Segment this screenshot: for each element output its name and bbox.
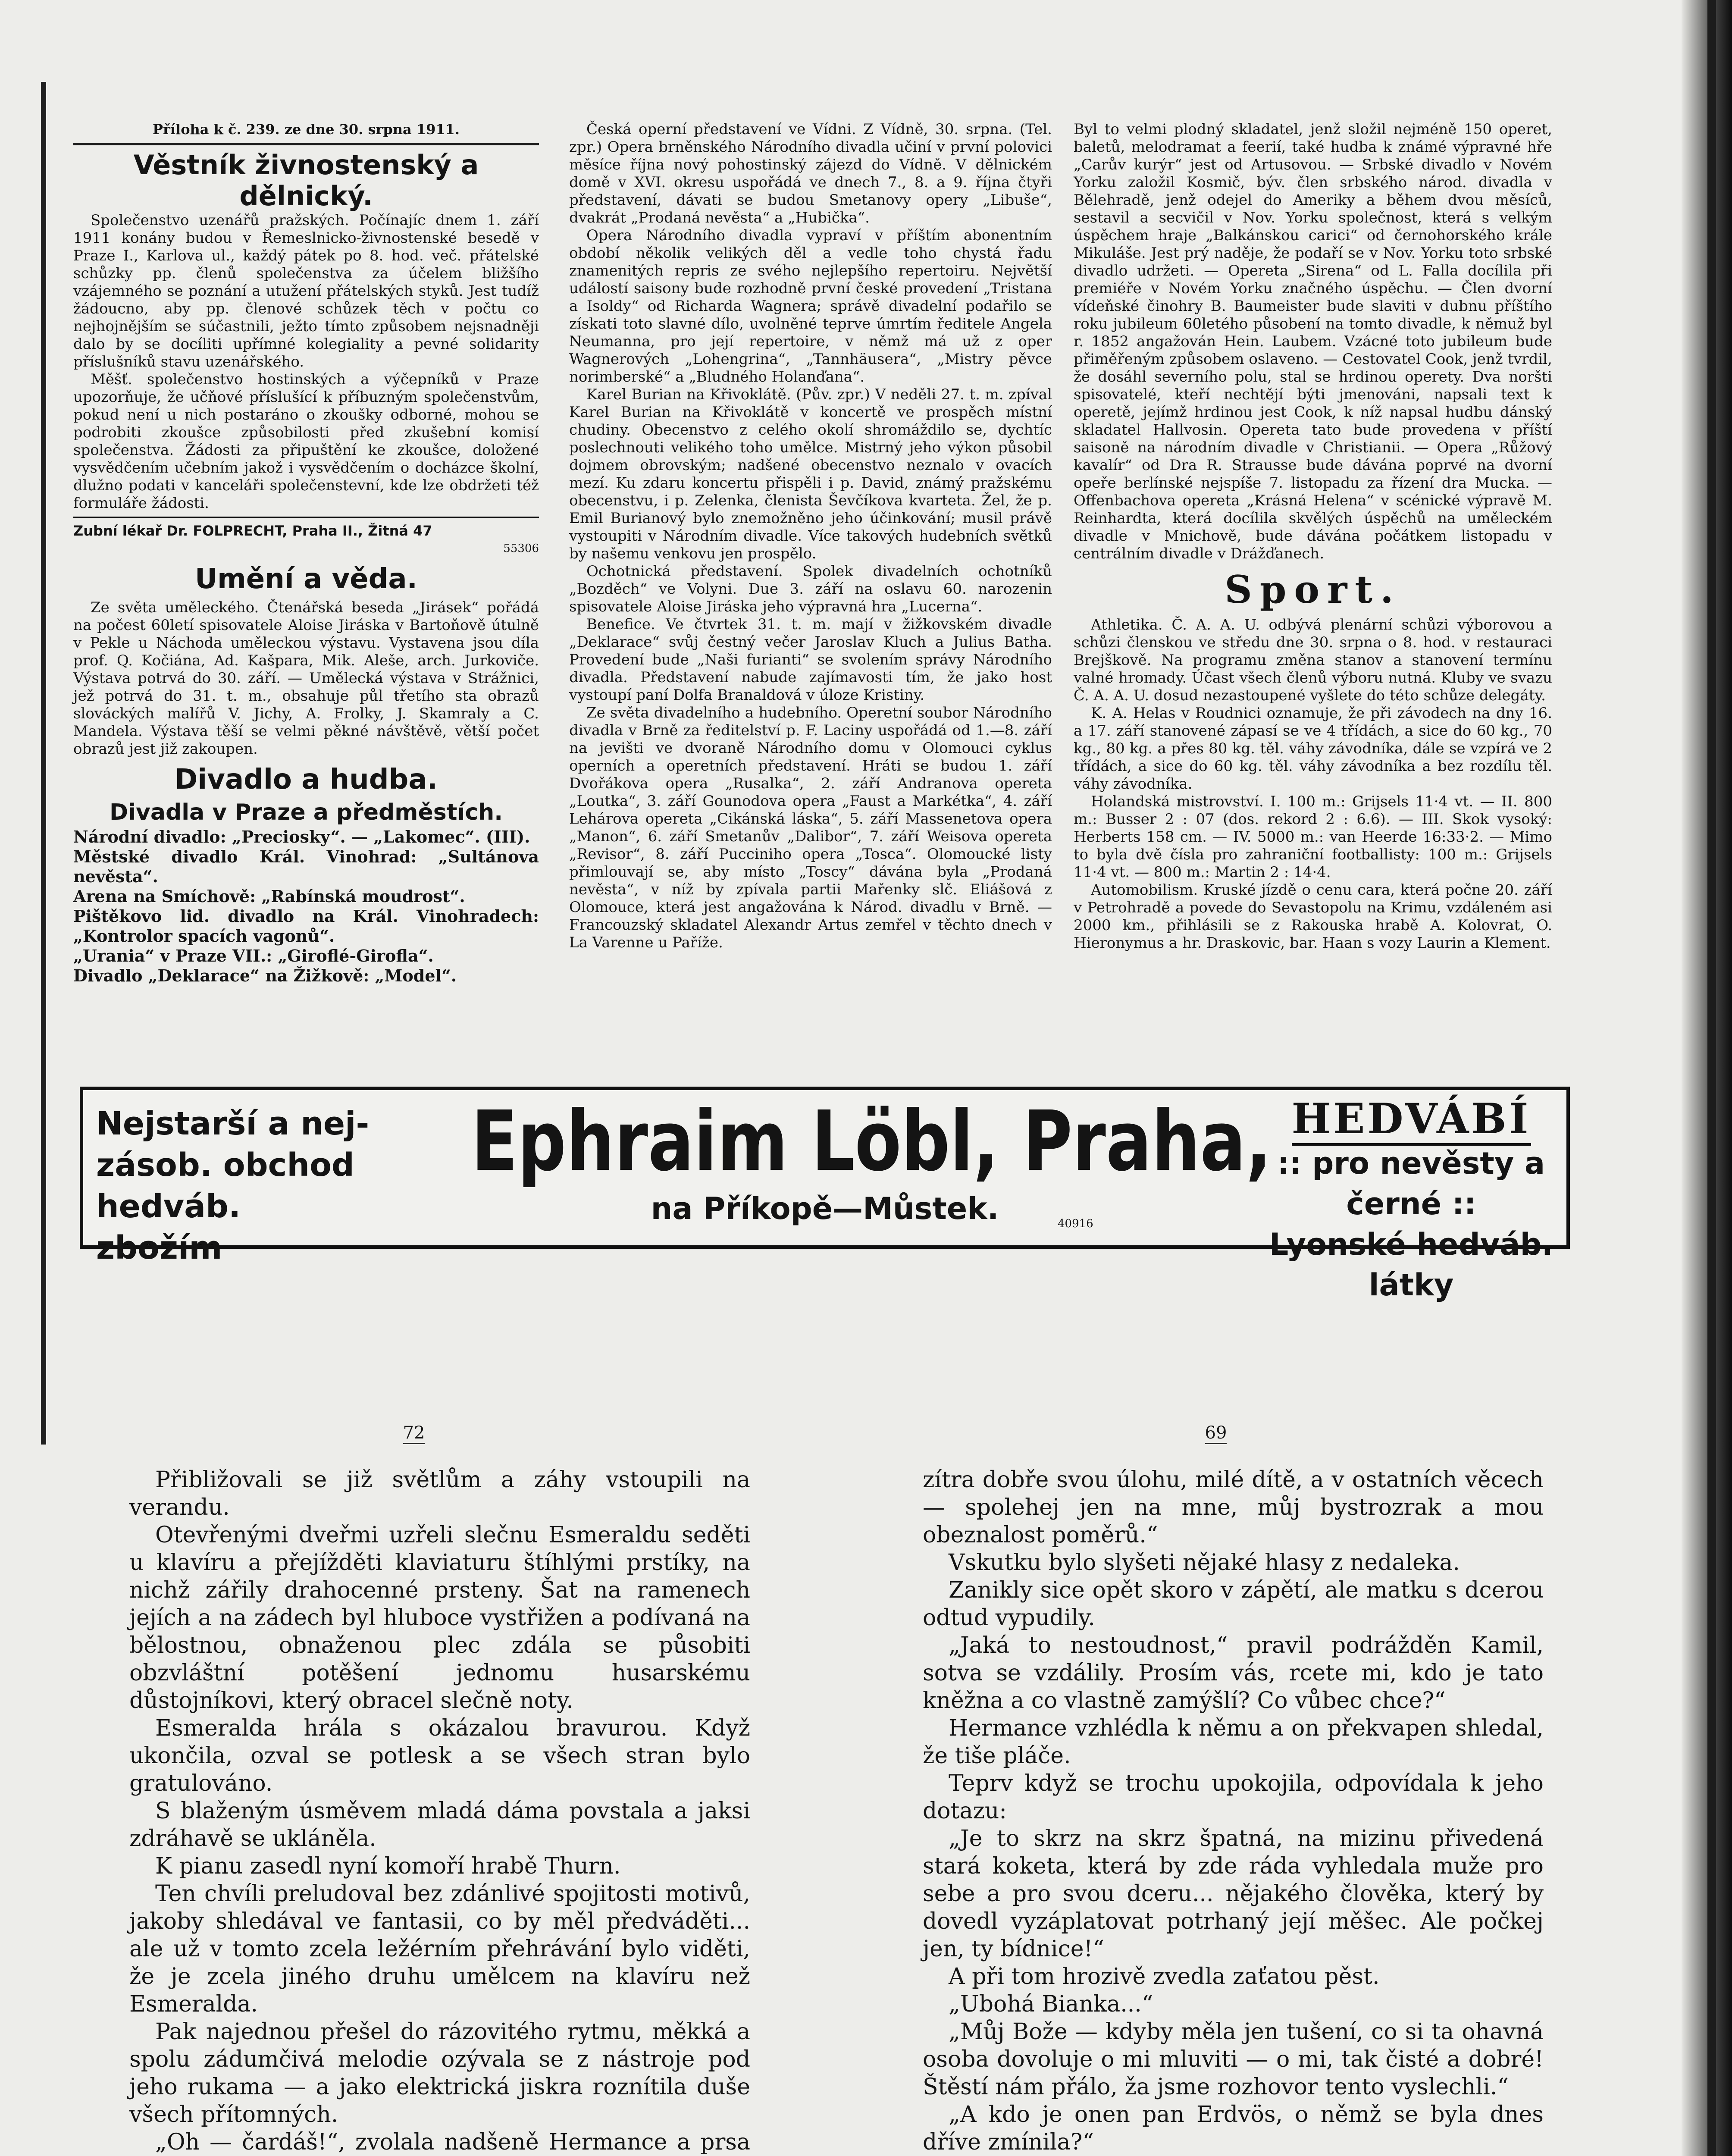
- article-divadelni-svet: Ze světa divadelního a hudebního. Operetní soubor Národního divadla v Brně za ředitelství p. F. Laciny uspořádá od 1.—8. září na jevišti ve dvoraně Národního domu v Olomouci cyklus operních a operetních představení. Hráti se budou 1. září Dvořákova opera „Rusalka“, 2. září Andranova opereta „Loutka“, 3. září Gounodova opera „Faust a Markétka“, 4. září Lehárova opereta „Cikánská láska“, 5. září Massenetova opera „Manon“, 6. září Smetanův „Dalibor“, 7. září Weisova opereta „Revisor“, 8. září Pucciniho opera „Tosca“. Olomoucké listy přimlouvají se, aby místo „Toscy“ dávána byla „Prodaná nevěsta“, v níž by zpívala partii Mařenky slč. Eliášová z Olomouce, která jest angažována k Národ. divadlu v Brně. — Francouzský skladatel Alexandr Artus zemřel v těchto dnech v La Varenne u Paříže.: [569, 704, 1052, 951]
- book-paragraph: „Je to skrz na skrz špatná, na mizinu přivedená stará koketa, která by zde ráda vyhledala muže pro sebe a pro svou dceru... nějakého člověka, který by dovedl vyzáplatovat potrhaný její měšec. Ale počkej jen, ty bídnice!“: [923, 1826, 1544, 1962]
- book-paragraph: Vskutku bylo slyšeti nějaké hlasy z nedaleka.: [949, 1550, 1460, 1576]
- article-burian: Karel Burian na Křivoklátě. (Pův. zpr.) V neděli 27. t. m. zpíval Karel Burian na Křivoklátě v koncertě ve prospěch místní chudiny. Obecenstvo z celého okolí shromáždilo se, dychtíc poslechnouti velikého toho umělce. Mistrný jeho výkon působil dojmem obrovským; nadšené obecenstvo neznalo v ovacích mezí. Ku zdaru koncertu přispěli i p. David, známý pražskému obecenstvu, i p. Zelenka, členista Ševčíkova kvarteta. Žel, že p. Emil Burianový bylo znemožněno jeho účinkování; musil právě vystoupiti v Národním divadle. Více takových hudebních světků by našemu venkovu jen prospělo.: [569, 386, 1052, 562]
- article-benefice: Benefice. Ve čtvrtek 31. t. m. mají v žižkovském divadle „Deklarace“ svůj čestný večer Jaroslav Kluch a Julius Batha. Provedení bude „Naši furianti“ se svolením správy Národního divadla. Představení nabude zajímavosti tím, že jako host vystoupí paní Dolfa Branaldová v úloze Kristiny.: [569, 616, 1052, 704]
- book-paragraph: „Můj Bože — kdyby měla jen tušení, co si ta ohavná osoba dovoluje o mi mluviti — o mi, tak čisté a dobré! Štěstí nám přálo, ža jsme rozhovor tento vyslechli.“: [923, 2019, 1544, 2100]
- book-paragraph: „Jaká to nestoudnost,“ pravil podrážděn Kamil, sotva se vzdálily. Prosím vás, rcete mi, kdo je tato kněžna a co vlastně zamýšlí? Co vůbec chce?“: [923, 1633, 1544, 1714]
- article-artus-cont: Byl to velmi plodný skladatel, jenž složil nejméně 150 operet, baletů, melodramat a feerií, také hudba k známé výpravné hře „Carův kurýr“ jest od Artusovou. — Srbské divadlo v Novém Yorku založil Kosmič, býv. člen srbského národ. divadla v Bělehradě, jenž odejel do Ameriky a během dvou měsíců, sestavil a secvičil v Nov. Yorku společnost, která s velkým úspěchem hraje „Balkánskou carici“ od černohorského krále Mikuláše. Jest prý naděje, že podaří se v Nov. Yorku toto srbské divadlo udržeti. — Opereta „Sirena“ od L. Falla docílila při premiéře v Novém Yorku značného úspěchu. — Člen dvorní vídeňské činohry B. Baumeister bude slaviti v dubnu příštího roku jubileum 60letého působení na tomto divadle, k němuž byl r. 1852 angažován Hein. Laubem. Vzácné toto jubileum bude přiměřeným způsobem oslaveno. — Cestovatel Cook, jenž tvrdil, že dosáhl severního polu, stal se hrdinou operety. Dva noršti spisovatelé, kteří nechtějí býti jmenováni, napsali text k operetě, jejímž hrdinou jest Cook, k níž napsal hudbu dánský skladatel Hallvosin. Opereta tato bude provedena v příští saisoně na národním divadle v Christianii. — Opera „Růžový kavalír“ od Dra R. Strausse bude dávána poprvé na dvorní opeře berlínské nejspíše 7. listopadu za řízení dra Mucka. — Offenbachova opereta „Krásná Helena“ v scénické výpravě M. Reinhardta, která docílila skvělých úspěchů na uměleckém divadle v Mnichově, bude dávána počátkem listopadu v centrálním divadle v Drážďanech.: [1074, 121, 1552, 562]
- article-ochotnici: Ochotnická představení. Spolek divadelních ochotníků „Bozděch“ ve Volyni. Due 3. září na oslavu 60. narozenin spisovatele Aloise Jiráska jeho výpravná hra „Lucerna“.: [569, 563, 1052, 615]
- book-paragraph: Pak najednou přešel do rázovitého rytmu, měkká a spolu zádumčivá melodie ozývala se z nástroje pod jeho rukama — a jako elektrická jiskra roznítila duše všech přítomných.: [129, 2019, 750, 2128]
- supplement-header: Příloha k č. 239. ze dne 30. srpna 1911.: [152, 121, 460, 138]
- article-athletika: Athletika. Č. A. A. U. odbývá plenární schůzi výborovou a schůzi členskou ve středu dne 30. srpna o 8. hod. v restauraci Brejškově. Na programu změna stanov a stanovení termínu valné hromady. Účast všech členů výboru nutná. Kluby ve svazu Č. A. A. U. dosud nezastoupené vyšlete do této schůze delegáty.: [1074, 616, 1552, 704]
- book-paragraph: S blaženým úsměvem mladá dáma povstala a jaksi zdráhavě se ukláněla.: [129, 1798, 750, 1852]
- dentist-ad-number: 55306: [503, 542, 539, 555]
- book-paragraph: Přibližovali se již světlům a záhy vstoupili na verandu.: [129, 1467, 750, 1520]
- ad-silk-title: HEDVÁBÍ: [1292, 1094, 1531, 1146]
- article-hostinsti: Měšť. společenstvo hostinských a výčepníků v Praze upozorňuje, že učňové příslušící k příbuzným společenstvům, pokud není u nich postaráno o zkoušky odborné, mohou se podrobiti zkoušce způsobilosti před zkušební komisí společenstva. Žádosti za připuštění ke zkoušce, doložené vysvědčením učebním jakož i vysvědčením o docházce školní, dlužno podati v kanceláři společenstevní, kde lze obdržeti též formuláře žádosti.: [73, 371, 539, 512]
- column-right: [1074, 121, 1552, 952]
- book-page-left: [129, 1466, 750, 2156]
- book-paragraph: „A kdo je onen pan Erdvös, o němž se byla dnes dříve zmínila?“: [923, 2102, 1544, 2155]
- ad-right-line: Lyonské hedváb. látky: [1269, 1227, 1553, 1303]
- ad-company-name: Ephraim Löbl, Praha,: [471, 1094, 1272, 1190]
- theatre-listing: Národní divadlo: „Preciosky“. — „Lakomec“. (III).: [73, 827, 530, 846]
- book-paragraph: Esmeralda hrála s okázalou bravurou. Když ukončila, ozval se potlesk a se všech stran bylo gratulováno.: [129, 1715, 750, 1796]
- column-left: [73, 121, 539, 986]
- book-paragraph: Otevřenými dveřmi uzřeli slečnu Esmeraldu seděti u klavíru a přejížděti klaviaturu štíhlými prstíky, na nichž zářily drahocenné prsteny. Šat na ramenech jejích a na zádech byl hluboce vystřižen a podívaná na bělostnou, obnaženou plec zdála se působiti obzvláštní potěšení jednomu husarskému důstojníkovi, který obracel slečně noty.: [129, 1522, 750, 1714]
- theatre-listing: Městské divadlo Král. Vinohrad: „Sultánova nevěsta“.: [73, 847, 539, 886]
- heading-vestnik: Věstník živnostenský a dělnický.: [133, 149, 479, 212]
- book-paragraph: Zanikly sice opět skoro v zápětí, ale matku s dcerou odtud vypudily.: [923, 1577, 1544, 1631]
- article-automobilism: Automobilism. Kruské jízdě o cenu cara, která počne 20. září v Petrohradě a povede do Sevastopolu na Krimu, vzdáleném asi 2000 km., přihlásili se z Rakouska hrabě A. Kolovrat, O. Hieronymus a hr. Draskovic, bar. Haan s vozy Laurin a Klement.: [1074, 881, 1552, 952]
- theatre-listing: Pištěkovo lid. divadlo na Král. Vinohradech: „Kontrolor spacích vagonů“.: [73, 906, 539, 946]
- book-paragraph: zítra dobře svou úlohu, milé dítě, a v ostatních věcech — spolehej jen na mne, můj bystrozrak a mou obeznalost poměrů.“: [923, 1467, 1544, 1548]
- ad-address: na Příkopě—Můstek.: [651, 1191, 999, 1226]
- book-paragraph: K pianu zasedl nyní komoří hrabě Thurn.: [155, 1853, 621, 1879]
- ad-left-line: hedváb. zbožím: [96, 1188, 241, 1266]
- header-rule: [73, 143, 539, 145]
- book-page-right: [923, 1466, 1544, 2156]
- article-ceska-opera-viden: Česká operní představení ve Vídni. Z Vídně, 30. srpna. (Tel. zpr.) Opera brněnského Národního divadla učiní v první polovici měsíce října nový pohostinský zájezd do Vídně. V dělnickém domě v XVI. okresu uspořádá ve dnech 7., 8. a 9. října čtyři představení, dávati se budou Smetanovy opery „Libuše“, dvakrát „Prodaná nevěsta“ a „Hubička“.: [569, 121, 1052, 226]
- article-ze-sveta-umeleckeho: Ze světa uměleckého. Čtenářská beseda „Jirásek“ pořádá na počest 60letí spisovatele Aloise Jiráska v Bartoňově útulně v Pekle u Náchoda uměleckou výstavu. Vystavena jsou díla prof. Q. Kočiána, Ad. Kašpara, Mik. Aleše, arch. Jurkoviče. Výstava potrvá do 30. září. — Umělecká výstava v Strážnici, jež potrvá do 31. t. m., obsahuje půl třetího sta obrazů slováckých malířů V. Jichy, A. Frolky, J. Skamraly a C. Mandela. Výstava těší se velmi pěkné návštěvě, větší počet obrazů jest již zakoupen.: [73, 599, 539, 758]
- book-paragraph: A při tom hrozivě zvedla zaťatou pěst.: [949, 1964, 1380, 1990]
- page-frame-left: [41, 82, 46, 1445]
- book-paragraph: Ten chvíli preludoval bez zdánlivé spojitosti motivů, jakoby shledával ve fantasii, co by měl předváděti... ale už v tomto zcela ležérním přehrávání bylo viděti, že je zcela jiného druhu umělcem na klavíru než Esmeralda.: [129, 1881, 750, 2017]
- heading-umeni: Umění a věda.: [195, 563, 417, 595]
- heading-sport: Sport.: [1225, 567, 1401, 612]
- theatre-listing: Divadlo „Deklarace“ na Žižkově: „Model“.: [73, 966, 457, 985]
- book-paragraph: „Oh — čardáš!“, zvolala nadšeně Hermance a prsa: [155, 2129, 750, 2155]
- ad-right-text: [1265, 1094, 1558, 1305]
- book-paragraph: Hermance vzhlédla k němu a on překvapen shledal, že tiše pláče.: [923, 1715, 1544, 1769]
- article-helas: K. A. Helas v Roudnici oznamuje, že při závodech na dny 16. a 17. září stanovené zápasí se ve 4 třídách, a sice do 60 kg., 70 kg., 80 kg. a přes 80 kg. těl. váhy závodníka, dále se vzpírá ve 2 třídách, a sice do 60 kg. těl. váhy závodníka a bez rozdílu těl. váhy závodníka.: [1074, 705, 1552, 793]
- ad-code: 40916: [1058, 1217, 1093, 1230]
- theatre-listing: „Urania“ v Praze VII.: „Giroflé-Girofla“.: [73, 946, 434, 965]
- heading-divadla-praha: Divadla v Praze a předměstích.: [110, 799, 503, 825]
- article-uzenari: Společenstvo uzenářů pražských. Počínajíc dnem 1. září 1911 konány budou v Řemeslnicko-živnostenské besedě v Praze I., Karlova ul., každý pátek po 8. hod. več. přátelské schůzky pp. členů společenstva za účelem bližšího vzájemného se poznání a utužení přátelských styků. Jest tudíž žádoucno, aby pp. členové schůzek těch v počtu co nejhojnějším se súčastnili, ježto tímto způsobem nejsnadněji dalo by se docíliti upřímné kolegiality a pevné solidarity příslušníků stavu uzenářského.: [73, 212, 539, 370]
- book-paragraph: „Ubohá Bianka...“: [949, 1991, 1153, 2017]
- book-page-number-right: 69: [1173, 1423, 1259, 1443]
- page-frame-right: [1707, 0, 1716, 2156]
- article-holandska-mistrovstvi: Holandská mistrovství. I. 100 m.: Grijsels 11·4 vt. — II. 800 m.: Busser 2 : 07 (dos. rekord 2 : 6.6). — III. Skok vysoký: Herberts 158 cm. — IV. 5000 m.: van Heerde 16:33·2. — Mimo to byla dvě čísla pro zahraniční footballisty: 100 m.: Grijsels 11·4 vt. — 800 m.: Martin 2 : 14·4.: [1074, 793, 1552, 881]
- dentist-ad: Zubní lékař Dr. FOLPRECHT, Praha II., Žitná 47: [73, 523, 432, 539]
- divider: [73, 517, 539, 518]
- article-opera-nd: Opera Národního divadla vypraví v příštím abonentním období několik velikých děl a vedle toho chystá řadu znamenitých repris ze svého nejlepšího repertoiru. Největší událostí saisony bude rozhodně první české provedení „Tristana a Isoldy“ od Richarda Wagnera; správě divadelní podařilo se získati toto slavné dílo, uvolněné teprve úmrtím ředitele Angela Neumanna, pro její repertoire, v němž má už z oper Wagnerových „Lohengrina“, „Tannhäusera“, „Mistry pěvce norimberské“ a „Bludného Holanďana“.: [569, 227, 1052, 385]
- heading-divadlo: Divadlo a hudba.: [175, 764, 438, 796]
- ad-left-line: zásob. obchod: [96, 1147, 354, 1184]
- book-page-number-left: 72: [371, 1423, 457, 1443]
- theatre-listing: Arena na Smíchově: „Rabínská moudrost“.: [73, 887, 465, 906]
- ad-left-line: Nejstarší a nej-: [96, 1105, 370, 1142]
- ad-center: [394, 1094, 1272, 1228]
- book-paragraph: Teprv když se trochu upokojila, odpovídala k jeho dotazu:: [923, 1771, 1544, 1824]
- ad-left-text: [96, 1103, 372, 1269]
- ad-right-line: :: pro nevěsty a černé ::: [1277, 1146, 1545, 1222]
- scan-edge-shadow: [1682, 0, 1732, 2156]
- advertisement-lobl: [80, 1087, 1570, 1303]
- column-middle: [569, 121, 1052, 952]
